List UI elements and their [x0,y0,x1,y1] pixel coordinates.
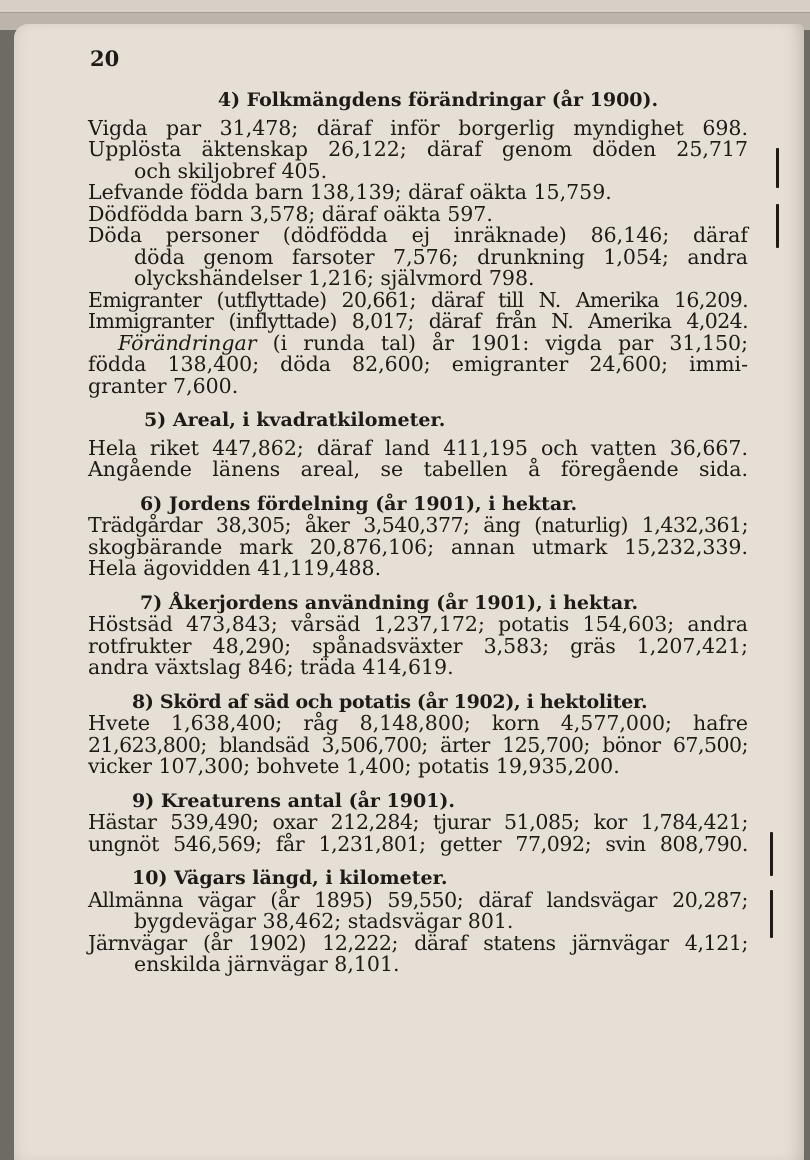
text-line: Emigranter (utflyttade) 20,661; däraf till N. Amerika 16,209. [88,287,748,312]
book-page [14,24,804,1160]
text-line: Lefvande födda barn 138,139; däraf oäkta 15,759. [88,180,612,204]
text-line [88,330,748,355]
text-line: Hela riket 447,862; däraf land 411,195 och vatten 36,667. [88,435,748,460]
text-line: Dödfödda barn 3,578; däraf oäkta 597. [88,201,493,226]
section-heading-5: 5) Areal, i kvadratkilometer. [144,409,446,431]
text-line: granter 7,600. [88,373,239,398]
section-heading-7: 7) Åkerjordens användning (år 1901), i hektar. [140,591,639,614]
section-heading-4: 4) Folkmängdens förändringar (år 1900). [217,89,659,111]
section-heading-10: 10) Vägars längd, i kilometer. [132,867,448,889]
book-page-fold [0,0,810,13]
text-line: 21,623,800; blandsäd 3,506,700; ärter 125,700; bönor 67,500; [88,732,748,757]
text-line: Hvete 1,638,400; råg 8,148,800; korn 4,577,000; hafre [88,711,748,735]
text-line: Höstsäd 473,843; vårsäd 1,237,172; potatis 154,603; andra [88,612,748,636]
text-line: Trädgårdar 38,305; åker 3,540,377; äng (naturlig) 1,432,361; [88,513,748,537]
text-line: födda 138,400; döda 82,600; emigranter 24,600; immi- [88,352,748,376]
section-heading-8: 8) Skörd af säd och potatis (år 1902), i hektoliter. [132,690,648,713]
text-line: ungnöt 546,569; får 1,231,801; getter 77,092; svin 808,790. [88,831,748,856]
text-line: enskilda järnvägar 8,101. [134,952,400,976]
text-line: Döda personer (dödfödda ej inräknade) 86,146; däraf [88,223,748,247]
change-label: Förändringar [118,330,257,355]
page-body [88,90,748,976]
text-line: Angående länens areal, se tabellen å föregående sida. [88,457,748,481]
text-line: vicker 107,300; bohvete 1,400; potatis 19,935,200. [88,754,620,778]
text-line: Hästar 539,490; oxar 212,284; tjurar 51,085; kor 1,784,421; [88,810,748,834]
change-rest: (i runda tal) år 1901: vigda par 31,150; [256,330,748,355]
margin-pencil-mark [776,148,779,188]
text-line: skogbärande mark 20,876,106; annan utmark 15,232,339. [88,534,748,559]
text-line: Immigranter (inflyttade) 8,017; däraf från N. Amerika 4,024. [88,309,748,333]
text-line: olyckshändelser 1,216; självmord 798. [134,266,535,290]
text-line: bygdevägar 38,462; stadsvägar 801. [134,909,514,933]
margin-pencil-mark [770,890,773,938]
text-line: andra växtslag 846; träda 414,619. [88,655,454,679]
margin-pencil-mark [770,832,773,876]
text-line: Vigda par 31,478; däraf inför borgerlig myndighet 698. [88,115,748,140]
text-line: Upplösta äktenskap 26,122; däraf genom döden 25,717 [88,137,748,161]
margin-pencil-mark [776,204,779,248]
section-heading-9: 9) Kreaturens antal (år 1901). [132,789,456,812]
page-number: 20 [90,46,120,71]
text-line: rotfrukter 48,290; spånadsväxter 3,583; gräs 1,207,421; [88,633,748,658]
section-heading-6: 6) Jordens fördelning (år 1901), i hektar. [140,492,578,515]
text-line: Allmänna vägar (år 1895) 59,550; däraf landsvägar 20,287; [88,887,748,912]
text-line: döda genom farsoter 7,576; drunkning 1,054; andra [134,244,748,269]
text-line: och skiljobref 405. [134,158,328,183]
text-line: Hela ägovidden 41,119,488. [88,556,382,580]
text-line: Järnvägar (år 1902) 12,222; däraf statens järnvägar 4,121; [88,930,748,955]
